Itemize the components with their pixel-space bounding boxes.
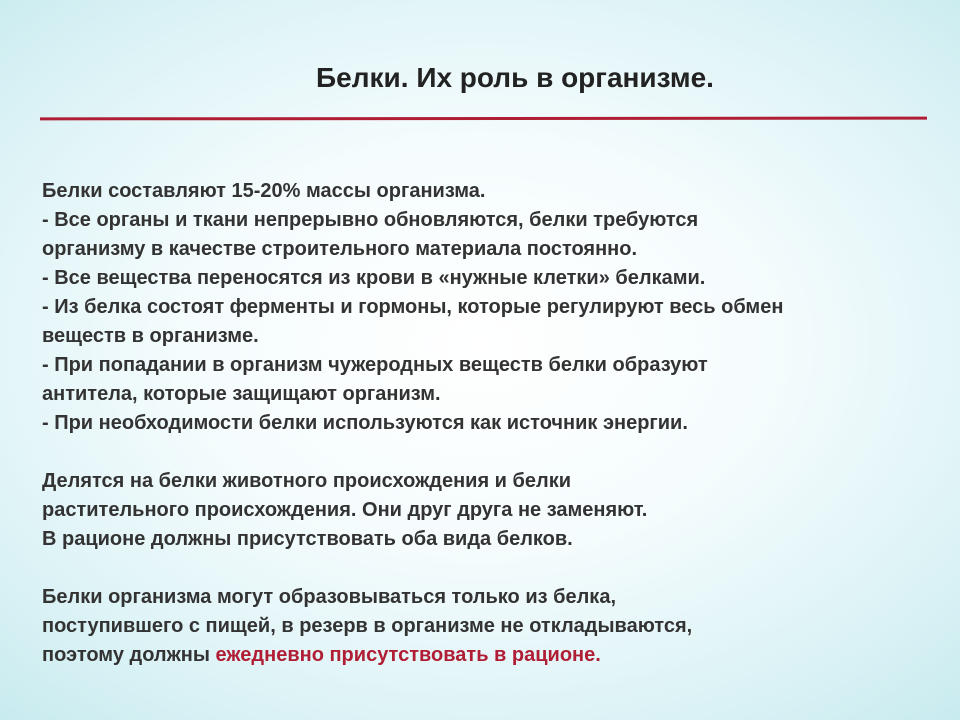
text-line: организму в качестве строительного материала постоянно. <box>42 238 638 260</box>
text-line: поступившего с пищей, в резерв в организме не откладываются, <box>42 615 693 637</box>
text-line: - При попадании в организм чужеродных веществ белки образуют <box>42 354 708 376</box>
text-line: растительного происхождения. Они друг друга не заменяют. <box>42 499 648 521</box>
paragraph-protein-diet <box>42 583 942 670</box>
highlighted-text: ежедневно присутствовать в рационе. <box>215 644 601 666</box>
text-line: веществ в организме. <box>42 325 259 347</box>
slide-content <box>42 177 942 670</box>
text-line: - При необходимости белки используются как источник энергии. <box>42 412 688 434</box>
text-line: Белки составляют 15-20% массы организма. <box>42 180 486 202</box>
slide-title: Белки. Их роль в организме. <box>316 62 714 93</box>
text-line-prefix: поэтому должны <box>42 644 216 666</box>
text-line: - Из белка состоят ферменты и гормоны, которые регулируют весь обмен <box>42 296 784 318</box>
text-line: Делятся на белки животного происхождения и белки <box>42 470 572 492</box>
paragraph-spacer <box>42 438 942 467</box>
text-line: В рационе должны присутствовать оба вида белков. <box>42 528 573 550</box>
paragraph-protein-types <box>42 467 942 554</box>
paragraph-spacer <box>42 554 942 583</box>
title-divider <box>40 117 927 121</box>
text-line: Белки организма могут образовываться только из белка, <box>42 586 616 608</box>
text-line <box>42 641 942 670</box>
text-line: - Все вещества переносятся из крови в «нужные клетки» белками. <box>42 267 706 289</box>
text-line: - Все органы и ткани непрерывно обновляются, белки требуются <box>42 209 699 231</box>
text-line: антитела, которые защищают организм. <box>42 383 441 405</box>
paragraph-protein-functions <box>42 177 942 438</box>
